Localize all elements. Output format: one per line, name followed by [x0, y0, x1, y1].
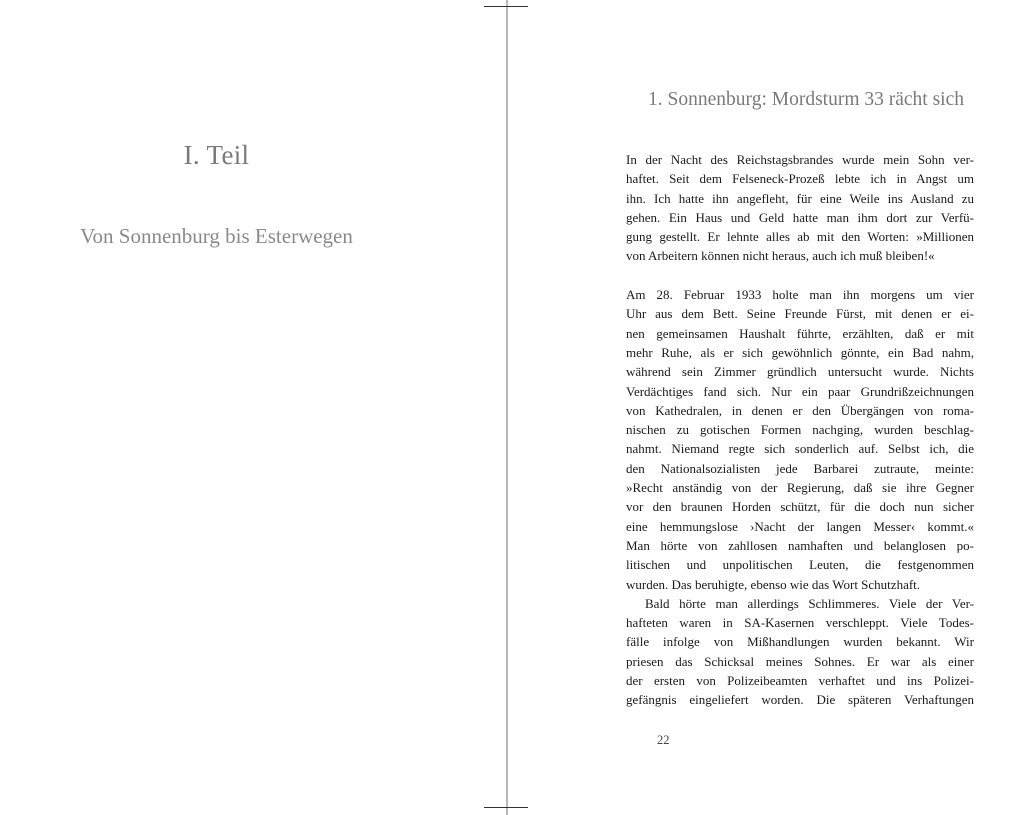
- part-subtitle: Von Sonnenburg bis Esterwegen: [80, 224, 353, 248]
- text-line: von Kathedralen, in denen er den Übergängen von roma-: [626, 402, 974, 418]
- text-line: gefängnis eingeliefert worden. Die späteren Verhaftungen: [626, 692, 974, 708]
- text-line: hafteten waren in SA-Kasernen verschleppt. Viele Todes-: [626, 615, 974, 631]
- text-line: fälle infolge von Mißhandlungen wurden bekannt. Wir: [626, 634, 974, 650]
- text-line: litischen und unpolitischen Leuten, die festgenommen: [626, 557, 974, 573]
- text-line: während sein Zimmer gründlich untersucht wurde. Nichts: [626, 364, 974, 380]
- text-line: mehr Ruhe, als er sich gewöhnlich gönnte, ein Bad nahm,: [626, 344, 974, 360]
- text-line: Am 28. Februar 1933 holte man ihn morgens um vier: [626, 287, 974, 303]
- text-line: wurden. Das beruhigte, ebenso wie das Wort Schutzhaft.: [626, 576, 921, 592]
- left-page: [0, 0, 506, 815]
- text-line: nahmt. Niemand regte sich sonderlich auf. Selbst ich, die: [626, 441, 974, 457]
- text-line: gung gestellt. Er lehnte alles ab mit den Worten: »Millionen: [626, 229, 974, 245]
- text-line: Verdächtiges fand sich. Nur ein paar Grundrißzeichnungen: [626, 383, 974, 399]
- page-number: 22: [657, 733, 670, 747]
- text-line: von Arbeitern können nicht heraus, auch ich muß bleiben!«: [626, 248, 935, 264]
- text-line: nischen zu gotischen Formen nachging, wurden beschlag-: [626, 422, 974, 438]
- text-line: Bald hörte man allerdings Schlimmeres. Viele der Ver-: [645, 595, 974, 611]
- text-line: »Recht anständig von der Regierung, daß sie ihre Gegner: [626, 480, 974, 496]
- text-line: den Nationalsozialisten jede Barbarei zutraute, meinte:: [626, 460, 974, 476]
- text-line: haftet. Seit dem Felseneck-Prozeß lebte ich in Angst um: [626, 171, 974, 187]
- text-line: eine hemmungslose ›Nacht der langen Messer‹ kommt.«: [626, 518, 974, 534]
- body-text: [626, 150, 974, 710]
- text-line: der ersten von Polizeibeamten verhaftet und ins Polizei-: [626, 673, 974, 689]
- text-line: In der Nacht des Reichstagsbrandes wurde mein Sohn ver-: [626, 152, 974, 167]
- chapter-title: 1. Sonnenburg: Mordsturm 33 rächt sich: [648, 89, 964, 110]
- text-line: priesen das Schicksal meines Sohnes. Er war als einer: [626, 653, 974, 669]
- text-line: Man hörte von zahllosen namhaften und belanglosen po-: [626, 537, 974, 553]
- text-line: vor den braunen Horden schützt, für die doch nun sicher: [626, 499, 974, 515]
- text-line: gehen. Ein Haus und Geld hatte man ihm dort zur Verfü-: [626, 209, 974, 225]
- right-page: [508, 0, 1016, 815]
- text-line: nen gemeinsamen Haushalt führte, erzählten, daß er mit: [626, 325, 974, 341]
- text-line: ihn. Ich hatte ihn angefleht, für eine Weile ins Ausland zu: [626, 190, 974, 206]
- part-title: I. Teil: [183, 140, 250, 170]
- text-line: Uhr aus dem Bett. Seine Freunde Fürst, mit denen er ei-: [626, 306, 974, 322]
